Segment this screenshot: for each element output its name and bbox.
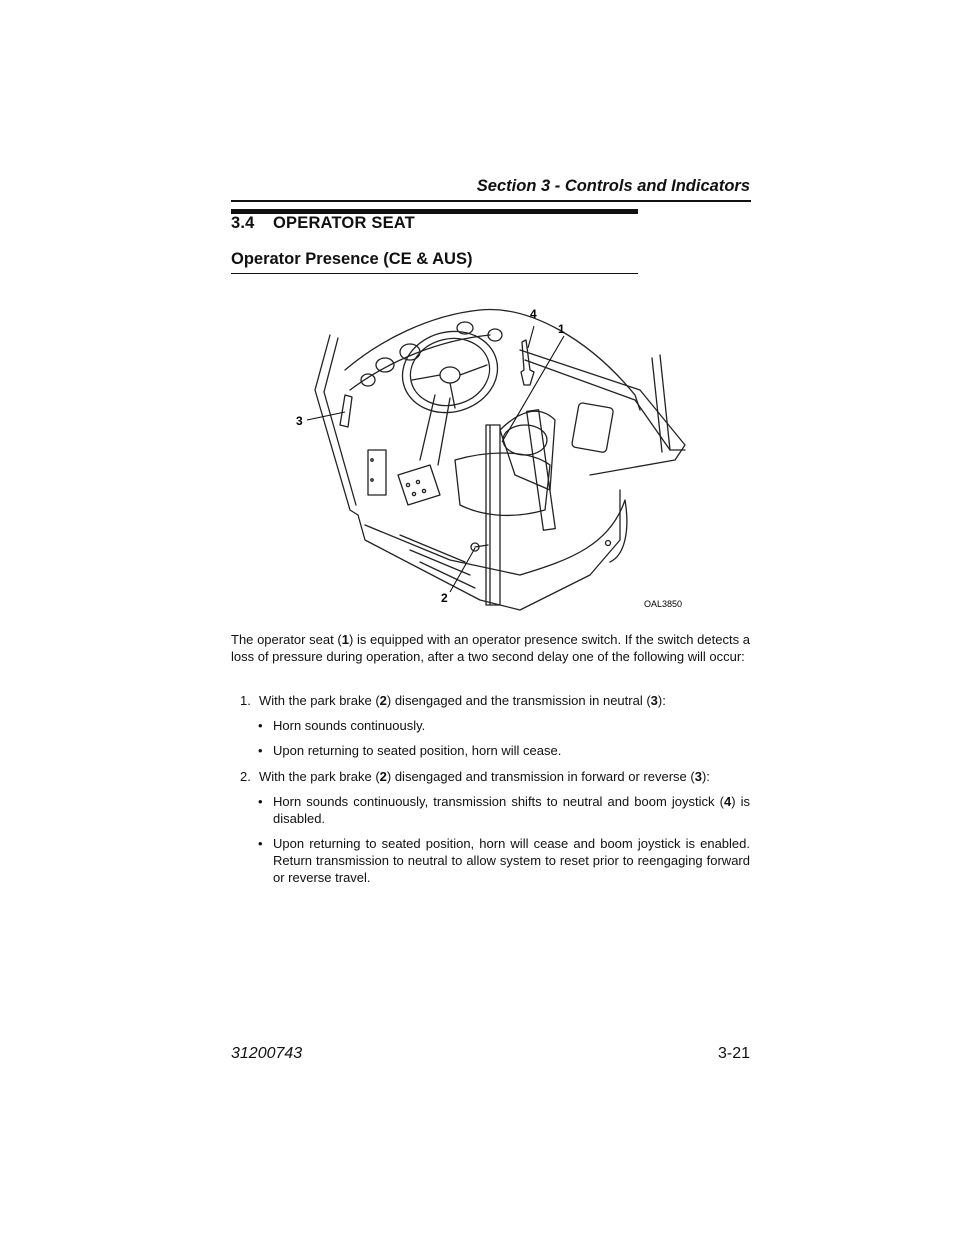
operator-cab-illustration [290, 300, 690, 615]
section-heading [231, 214, 415, 233]
section-header: Section 3 - Controls and Indicators [476, 177, 750, 195]
heading-number: 3.4 [231, 214, 255, 232]
intro-paragraph: The operator seat (1) is equipped with an operator presence switch. If the switch detects a loss of pressure during operation, after a two second delay one of the following will occur: [231, 632, 750, 664]
list-item-1-bullet-2: • Upon returning to seated position, horn will cease. [258, 743, 562, 758]
doc-number: 31200743 [231, 1045, 303, 1062]
page-number: 3-21 [717, 1045, 750, 1062]
callout-label-2: 2 [441, 591, 448, 605]
list-item-2-bullet-1: • Horn sounds continuously, transmission shifts to neutral and boom joystick (4) is disabled. [258, 794, 750, 826]
subheading-rule [231, 273, 638, 274]
header-rule [231, 200, 751, 202]
callout-label-4: 4 [530, 307, 537, 321]
list-item-2-bullet-2: • Upon returning to seated position, horn will cease and boom joystick is enabled. Return transmission to neutral to allow system to reset prior to reengaging forward or reverse travel. [258, 836, 750, 885]
figure-code: OAL3850 [644, 599, 683, 609]
list-item-1-bullet-1: • Horn sounds continuously. [258, 718, 426, 733]
list-item-2: 2. With the park brake (2) disengaged and transmission in forward or reverse (3): [240, 769, 710, 784]
heading-title: OPERATOR SEAT [273, 214, 415, 232]
list-item-1: 1. With the park brake (2) disengaged and the transmission in neutral (3): [240, 693, 666, 708]
callout-label-1: 1 [558, 322, 565, 336]
callout-label-3: 3 [296, 414, 303, 428]
subheading: Operator Presence (CE & AUS) [231, 250, 473, 268]
